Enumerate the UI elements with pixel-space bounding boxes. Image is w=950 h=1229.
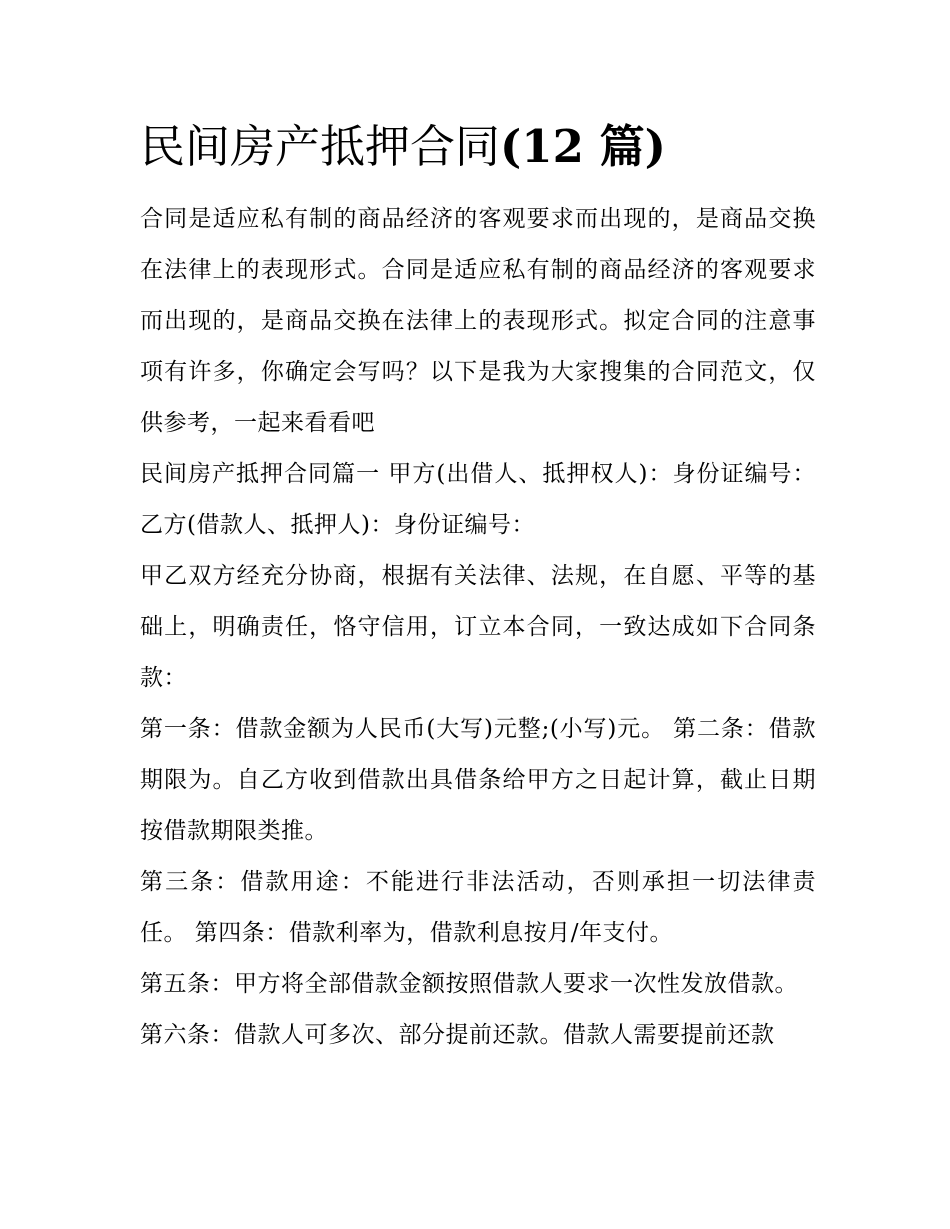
- document-title: [140, 114, 816, 180]
- paragraph-article-6: 第六条：借款人可多次、部分提前还款。借款人需要提前还款: [140, 1022, 775, 1048]
- paragraph-agreement: 甲乙双方经充分协商，根据有关法律、法规，在自愿、平等的基础上，明确责任，恪守信用，订立本合同，一致达成如下合同条款：: [140, 563, 816, 691]
- title-main: 民间房产抵押合同: [140, 120, 501, 173]
- document-body: [140, 114, 816, 1061]
- paragraph-article-3-4: 第三条：借款用途：不能进行非法活动，否则承担一切法律责任。 第四条：借款利率为，借款利息按月/年支付。: [140, 869, 816, 946]
- paragraph-intro: 合同是适应私有制的商品经济的客观要求而出现的，是商品交换在法律上的表现形式。合同是适应私有制的商品经济的客观要求而出现的，是商品交换在法律上的表现形式。拟定合同的注意事项有许多，你确定会写吗？以下是我为大家搜集的合同范文，仅供参考，一起来看看吧: [140, 206, 816, 436]
- paragraph-parties: 民间房产抵押合同篇一 甲方(出借人、抵押权人)：身份证编号： 乙方(借款人、抵押人)：身份证编号：: [140, 461, 816, 538]
- title-count: (12 篇): [500, 120, 666, 173]
- paragraph-article-5: 第五条：甲方将全部借款金额按照借款人要求一次性发放借款。: [140, 971, 798, 997]
- paragraph-article-1-2: 第一条：借款金额为人民币(大写)元整;(小写)元。 第二条：借款期限为。自乙方收到借款出具借条给甲方之日起计算，截止日期按借款期限类推。: [140, 716, 816, 844]
